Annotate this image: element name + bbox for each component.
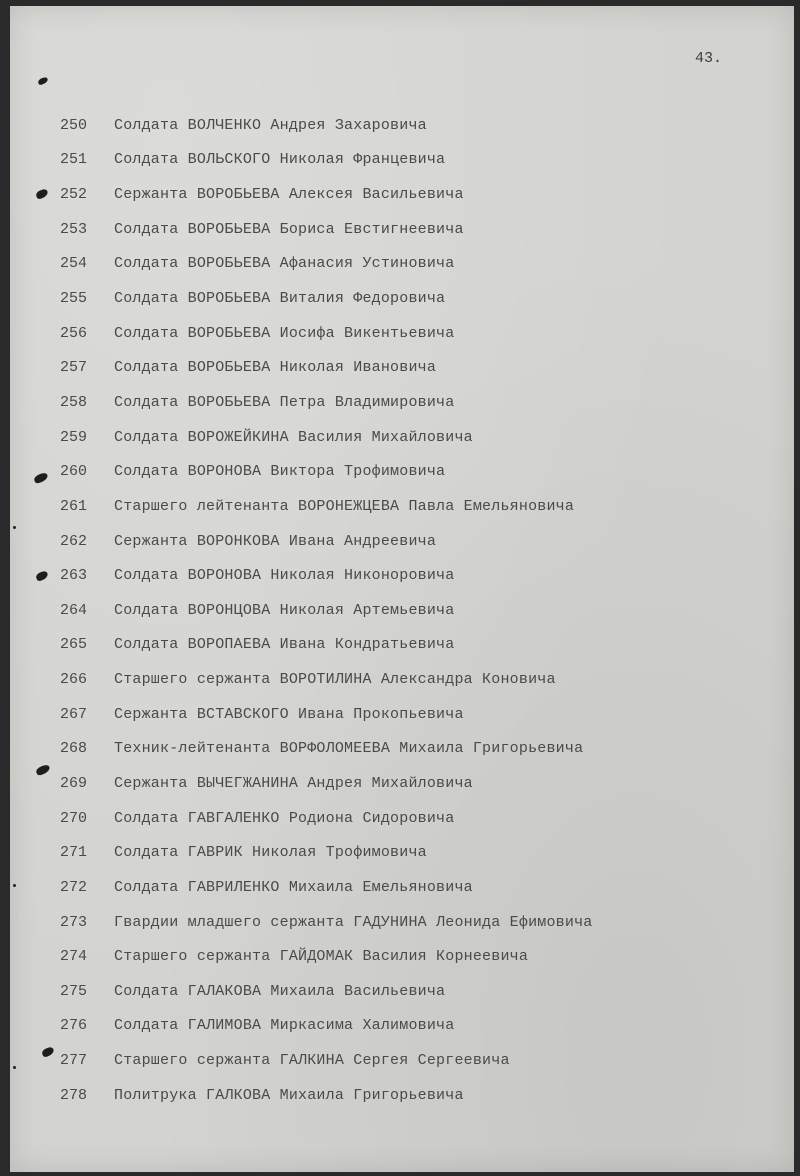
list-item [60, 420, 592, 455]
entry-text: Солдата ГАЛИМОВА Миркасима Халимовича [114, 1017, 455, 1035]
list-item [60, 593, 592, 628]
entry-number: 267 [60, 705, 88, 723]
entry-number: 275 [60, 982, 88, 1000]
entry-text: Солдата ВОРОЖЕЙКИНА Василия Михайловича [114, 428, 473, 446]
entry-text: Солдата ГАВРИК Николая Трофимовича [114, 844, 427, 862]
list-item [60, 1078, 592, 1113]
entry-number: 271 [60, 844, 88, 862]
entry-number: 269 [60, 774, 88, 792]
entry-text: Солдата ВОРОНОВА Николая Никоноровича [114, 567, 455, 585]
list-item [60, 524, 592, 559]
list-item [60, 1009, 592, 1044]
list-item [60, 385, 592, 420]
ink-mark [41, 1046, 55, 1058]
entry-number: 270 [60, 809, 88, 827]
entry-text: Солдата ВОРОНОВА Виктора Трофимовича [114, 463, 446, 481]
entry-number: 258 [60, 393, 88, 411]
entry-number: 250 [60, 116, 88, 134]
list-item [60, 177, 592, 212]
entry-text: Солдата ВОРОБЬЕВА Петра Владимировича [114, 393, 455, 411]
entry-number: 259 [60, 428, 88, 446]
entry-text: Сержанта ВОРОБЬЕВА Алексея Васильевича [114, 186, 464, 204]
entry-text: Солдата ГАВРИЛЕНКО Михаила Емельяновича [114, 878, 473, 896]
entry-text: Сержанта ВСТАВСКОГО Ивана Прокопьевича [114, 705, 464, 723]
entry-number: 253 [60, 220, 88, 238]
entry-text: Старшего сержанта ВОРОТИЛИНА Александра Коновича [114, 671, 556, 689]
entry-number: 254 [60, 255, 88, 273]
entry-number: 255 [60, 290, 88, 308]
list-item [60, 316, 592, 351]
entry-number: 278 [60, 1086, 88, 1104]
entry-number: 260 [60, 463, 88, 481]
entry-number: 268 [60, 740, 88, 758]
entry-text: Старшего сержанта ГАЛКИНА Сергея Сергеевича [114, 1052, 510, 1070]
entry-text: Солдата ВОЛЧЕНКО Андрея Захаровича [114, 116, 427, 134]
entry-text: Старшего сержанта ГАЙДОМАК Василия Корнеевича [114, 948, 529, 966]
list-item [60, 835, 592, 870]
list-item [60, 558, 592, 593]
list-item [60, 732, 592, 767]
ink-mark [35, 188, 49, 200]
entry-text: Старшего лейтенанта ВОРОНЕЖЦЕВА Павла Емельяновича [114, 497, 575, 515]
entry-number: 252 [60, 186, 88, 204]
entry-number: 274 [60, 948, 88, 966]
entry-number: 251 [60, 151, 88, 169]
list-item [60, 212, 592, 247]
list-item [60, 628, 592, 663]
entry-text: Солдата ГАЛАКОВА Михаила Васильевича [114, 982, 446, 1000]
list-item [60, 281, 592, 316]
entry-number: 257 [60, 359, 88, 377]
entry-text: Солдата ВОРОБЬЕВА Николая Ивановича [114, 359, 437, 377]
list-item [60, 974, 592, 1009]
entry-text: Сержанта ВОРОНКОВА Ивана Андреевича [114, 532, 437, 550]
entry-number: 261 [60, 497, 88, 515]
margin-dot [13, 526, 16, 529]
list-item [60, 350, 592, 385]
entry-number: 272 [60, 878, 88, 896]
entry-number: 262 [60, 532, 88, 550]
entry-text: Солдата ВОЛЬСКОГО Николая Францевича [114, 151, 446, 169]
list-item [60, 905, 592, 940]
entry-number: 277 [60, 1052, 88, 1070]
entry-text: Солдата ВОРОБЬЕВА Иосифа Викентьевича [114, 324, 455, 342]
entry-list [60, 108, 592, 1113]
list-item [60, 801, 592, 836]
entry-text: Политрука ГАЛКОВА Михаила Григорьевича [114, 1086, 464, 1104]
entry-text: Солдата ВОРОНЦОВА Николая Артемьевича [114, 601, 455, 619]
entry-number: 265 [60, 636, 88, 654]
entry-number: 263 [60, 567, 88, 585]
entry-text: Сержанта ВЫЧЕГЖАНИНА Андрея Михайловича [114, 774, 473, 792]
list-item [60, 662, 592, 697]
entry-number: 264 [60, 601, 88, 619]
list-item [60, 939, 592, 974]
list-item [60, 489, 592, 524]
document-page [10, 6, 794, 1172]
list-item [60, 143, 592, 178]
list-item [60, 454, 592, 489]
margin-dot [13, 884, 16, 887]
entry-text: Гвардии младшего сержанта ГАДУНИНА Леонида Ефимовича [114, 913, 593, 931]
entry-text: Солдата ВОРОПАЕВА Ивана Кондратьевича [114, 636, 455, 654]
ink-mark [33, 472, 49, 484]
list-item [60, 247, 592, 282]
ink-mark [35, 764, 51, 776]
ink-mark [37, 76, 48, 85]
entry-text: Солдата ГАВГАЛЕНКО Родиона Сидоровича [114, 809, 455, 827]
entry-number: 273 [60, 913, 88, 931]
entry-text: Солдата ВОРОБЬЕВА Виталия Федоровича [114, 290, 446, 308]
entry-text: Солдата ВОРОБЬЕВА Бориса Евстигнеевича [114, 220, 464, 238]
list-item [60, 697, 592, 732]
entry-text: Техник-лейтенанта ВОРФОЛОМЕЕВА Михаила Григорьевича [114, 740, 584, 758]
entry-number: 266 [60, 671, 88, 689]
list-item [60, 870, 592, 905]
entry-number: 256 [60, 324, 88, 342]
list-item [60, 1043, 592, 1078]
entry-number: 276 [60, 1017, 88, 1035]
margin-dot [13, 1066, 16, 1069]
ink-mark [35, 570, 49, 582]
list-item [60, 108, 592, 143]
entry-text: Солдата ВОРОБЬЕВА Афанасия Устиновича [114, 255, 455, 273]
list-item [60, 766, 592, 801]
page-number: 43. [695, 50, 723, 67]
